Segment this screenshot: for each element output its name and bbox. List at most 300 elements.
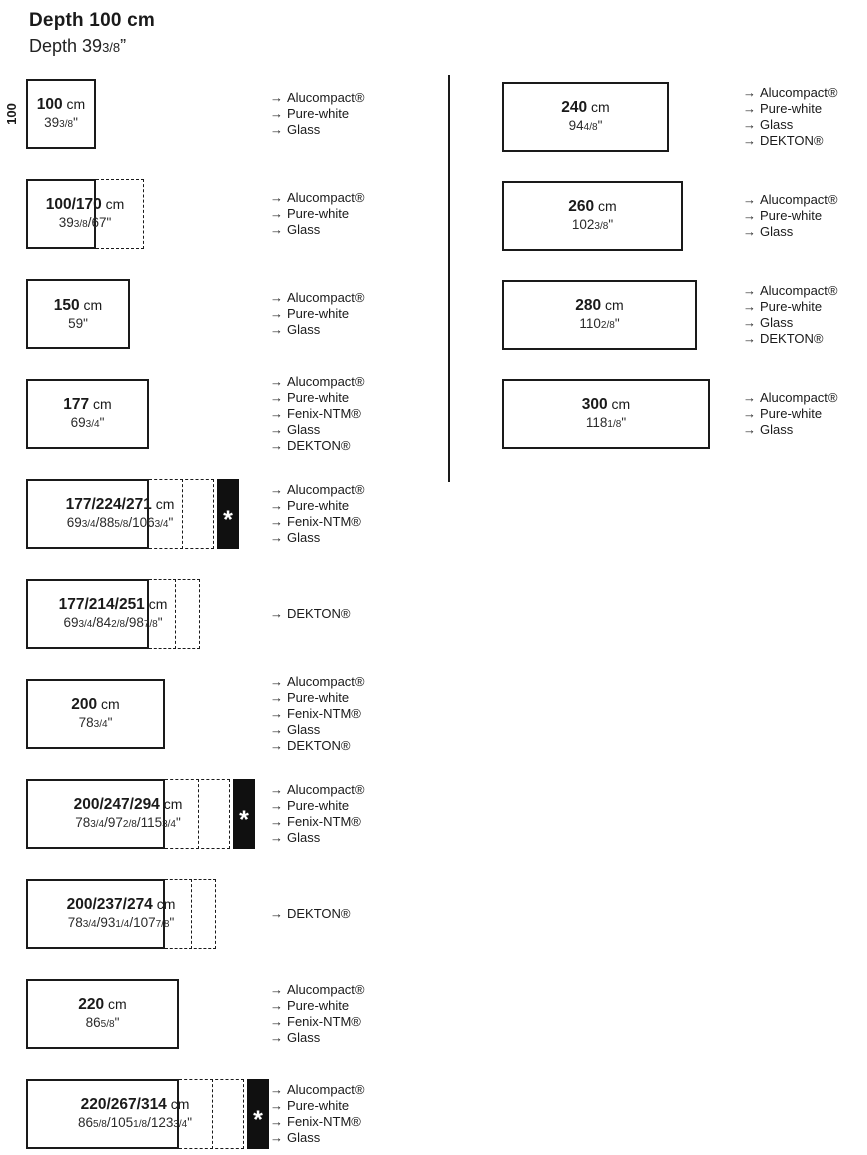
material-label: Fenix-NTM® [287, 814, 361, 829]
size-row [26, 479, 365, 549]
size-cm-value: 100 [36, 95, 63, 113]
material-label: Pure-white [760, 299, 823, 314]
material-item [270, 306, 365, 322]
size-cm-value: 177/214/251 [58, 595, 145, 613]
fraction-text: 3/4 [82, 918, 97, 930]
size-cm-label [74, 797, 183, 812]
material-label: Glass [287, 1130, 321, 1145]
dimension-text: 110 [579, 315, 601, 331]
size-cm-value: 220 [78, 995, 105, 1013]
material-label: Alucompact® [287, 374, 365, 389]
fraction-text: 3/4 [78, 618, 93, 630]
size-cm-value: 300 [581, 395, 608, 413]
material-item [270, 674, 365, 690]
material-label: Pure-white [287, 798, 350, 813]
size-box-composite [26, 379, 149, 449]
material-item [270, 1082, 365, 1098]
fraction-text: 1/8 [607, 418, 622, 430]
material-item [743, 101, 838, 117]
size-cm-label [568, 199, 616, 214]
material-label: Fenix-NTM® [287, 514, 361, 529]
arrow-icon: → [743, 390, 756, 405]
size-row [26, 879, 365, 949]
size-row [26, 1079, 365, 1149]
material-label: Glass [287, 222, 321, 237]
size-cm-unit: cm [144, 595, 168, 612]
size-inch-label [86, 1016, 120, 1032]
material-item [270, 814, 365, 830]
material-label: Glass [287, 322, 321, 337]
arrow-icon: → [270, 514, 283, 529]
dimension-text: " [187, 1114, 193, 1130]
dimension-text: " [621, 414, 627, 430]
size-cm-unit: cm [151, 495, 175, 512]
material-label: Alucompact® [287, 90, 365, 105]
material-item [270, 106, 365, 122]
size-inch-label [68, 317, 88, 331]
size-row [502, 379, 838, 449]
dimension-text: " [608, 216, 614, 232]
size-label-group [26, 979, 179, 1049]
dimension-text: /123 [147, 1114, 174, 1130]
materials-list [270, 606, 351, 622]
material-item [270, 290, 365, 306]
materials-list [270, 290, 365, 338]
size-label-group [26, 179, 144, 249]
asterisk-marker [233, 779, 255, 849]
fraction-text: 3/4 [85, 418, 100, 430]
size-cm-unit: cm [97, 695, 120, 712]
fraction-text: 3/8 [102, 40, 121, 55]
size-inch-label [44, 116, 78, 132]
size-cm-label [582, 397, 630, 412]
materials-list [270, 482, 365, 546]
size-inch-label [68, 916, 175, 932]
material-item [743, 224, 838, 240]
size-inch-label [579, 317, 619, 333]
arrow-icon: → [270, 374, 283, 389]
material-label: Pure-white [760, 208, 823, 223]
size-cm-unit: cm [587, 98, 610, 115]
size-label-group [502, 82, 669, 152]
material-label: Alucompact® [287, 674, 365, 689]
dimension-text: /84 [92, 614, 112, 630]
material-item [270, 906, 351, 922]
material-item [270, 1098, 365, 1114]
material-item [270, 1114, 365, 1130]
size-box-area [26, 779, 270, 849]
material-label: Fenix-NTM® [287, 406, 361, 421]
size-cm-unit: cm [101, 195, 125, 212]
size-row [26, 579, 365, 649]
material-label: Alucompact® [287, 782, 365, 797]
size-box-area [26, 979, 270, 1049]
fraction-text: 3/4 [173, 1118, 188, 1130]
size-row [502, 280, 838, 350]
material-item [270, 206, 365, 222]
material-label: Alucompact® [287, 290, 365, 305]
arrow-icon: → [270, 674, 283, 689]
arrow-icon: → [270, 306, 283, 321]
size-row [26, 979, 365, 1049]
size-label-group [26, 479, 214, 549]
size-box-composite [502, 280, 697, 350]
dimension-text: /93 [96, 914, 116, 930]
size-inch-label [71, 416, 105, 432]
size-cm-label [575, 298, 623, 313]
size-box-composite [26, 279, 130, 349]
material-label: Glass [760, 224, 794, 239]
size-cm-value: 100/170 [45, 195, 102, 213]
materials-list [743, 192, 838, 240]
arrow-icon: → [270, 798, 283, 813]
material-label: DEKTON® [760, 331, 824, 346]
dimension-text: 39 [58, 214, 74, 230]
dimension-text: " [99, 414, 105, 430]
dimension-text: /105 [106, 1114, 134, 1130]
size-cm-label [59, 597, 168, 612]
arrow-icon: → [270, 814, 283, 829]
size-box-composite [26, 879, 216, 949]
size-box-area [26, 1079, 270, 1149]
size-box-area [502, 82, 743, 152]
materials-list [743, 390, 838, 438]
arrow-icon: → [743, 283, 756, 298]
material-label: Alucompact® [287, 482, 365, 497]
size-row [26, 179, 365, 249]
material-item [270, 438, 365, 454]
fraction-text: 5/8 [100, 1018, 115, 1030]
material-label: Fenix-NTM® [287, 1114, 361, 1129]
fraction-text: 3/4 [90, 818, 105, 830]
size-box-composite [26, 679, 165, 749]
material-item [743, 390, 838, 406]
material-label: Glass [287, 122, 321, 137]
size-box-area [26, 879, 270, 949]
material-label: Alucompact® [287, 1082, 365, 1097]
size-inch-label [78, 1116, 192, 1132]
arrow-icon: → [743, 406, 756, 421]
size-label-group [502, 379, 710, 449]
size-label-group [26, 279, 130, 349]
material-label: Pure-white [287, 998, 350, 1013]
material-item [743, 133, 838, 149]
asterisk-marker [247, 1079, 269, 1149]
material-label: Pure-white [287, 390, 350, 405]
arrow-icon: → [743, 315, 756, 330]
arrow-icon: → [270, 438, 283, 453]
dimension-text: /115 [136, 814, 163, 830]
fraction-text: 2/8 [122, 818, 137, 830]
arrow-icon: → [743, 331, 756, 346]
materials-list [270, 90, 365, 138]
material-item [743, 331, 838, 347]
dimension-text: 69 [70, 414, 86, 430]
size-cm-value: 177/224/271 [65, 495, 152, 513]
arrow-icon: → [743, 117, 756, 132]
size-label-group [26, 679, 165, 749]
size-row [26, 79, 365, 149]
size-row [502, 82, 838, 152]
material-label: Alucompact® [287, 982, 365, 997]
arrow-icon: → [270, 1030, 283, 1045]
asterisk-icon: * [239, 805, 249, 834]
fraction-text: 2/8 [600, 319, 615, 331]
size-cm-label [78, 997, 126, 1012]
size-box-area [502, 280, 743, 350]
size-label-group [502, 280, 697, 350]
material-item [270, 998, 365, 1014]
size-box-composite [502, 181, 683, 251]
size-box-area [502, 379, 743, 449]
material-label: Pure-white [287, 306, 350, 321]
material-item [270, 374, 365, 390]
materials-list [270, 374, 365, 454]
arrow-icon: → [270, 690, 283, 705]
arrow-icon: → [270, 1130, 283, 1145]
fraction-text: 1/4 [115, 918, 130, 930]
material-item [270, 982, 365, 998]
arrow-icon: → [743, 85, 756, 100]
fraction-text: 5/8 [114, 518, 129, 530]
size-cm-value: 280 [575, 296, 602, 314]
dimension-text: 78 [78, 714, 94, 730]
arrow-icon: → [270, 606, 283, 621]
size-cm-unit: cm [89, 395, 112, 412]
material-item [743, 117, 838, 133]
material-item [270, 90, 365, 106]
material-label: Glass [287, 722, 321, 737]
page-title-cm: Depth 100 cm [29, 10, 155, 31]
dimension-text: 78 [67, 914, 83, 930]
material-item [270, 422, 365, 438]
arrow-icon: → [270, 406, 283, 421]
size-box-area [26, 679, 270, 749]
page-title [29, 10, 155, 57]
size-label-group [26, 1079, 244, 1149]
size-cm-label [67, 897, 176, 912]
materials-list [270, 674, 365, 754]
material-label: Glass [287, 830, 321, 845]
size-box-composite [26, 579, 200, 649]
material-label: Glass [287, 422, 321, 437]
arrow-icon: → [743, 422, 756, 437]
size-label-group [502, 181, 683, 251]
material-label: Pure-white [760, 101, 823, 116]
material-label: DEKTON® [287, 438, 351, 453]
fraction-text: 3/8 [73, 218, 88, 230]
size-cm-label [66, 497, 175, 512]
size-cm-unit: cm [166, 1095, 190, 1112]
size-cm-label [54, 298, 102, 313]
material-item [270, 782, 365, 798]
fraction-text: 1/8 [133, 1118, 148, 1130]
material-label: DEKTON® [287, 606, 351, 621]
size-cm-unit: cm [62, 95, 86, 112]
material-label: Glass [287, 1030, 321, 1045]
material-item [270, 690, 365, 706]
material-item [270, 514, 365, 530]
material-label: Glass [760, 422, 794, 437]
dimension-text: 69 [63, 614, 79, 630]
arrow-icon: → [270, 106, 283, 121]
dimension-text: " [114, 1014, 120, 1030]
material-item [270, 190, 365, 206]
dimension-text: " [73, 114, 78, 130]
dimension-text: /98 [125, 614, 144, 630]
size-row [26, 779, 365, 849]
dimension-text: 78 [75, 814, 91, 830]
arrow-icon: → [270, 530, 283, 545]
material-item [743, 85, 838, 101]
arrow-icon: → [270, 290, 283, 305]
materials-list [270, 982, 365, 1046]
size-label-group [26, 879, 216, 949]
size-label-group [26, 779, 230, 849]
dimension-text: " [107, 714, 113, 730]
dimension-text: 69 [66, 514, 82, 530]
material-item [270, 1030, 365, 1046]
material-label: Pure-white [287, 498, 350, 513]
fraction-text: 2/8 [111, 618, 126, 630]
size-box-area [26, 179, 270, 249]
dimension-text: Depth 39 [29, 36, 103, 56]
material-label: Alucompact® [760, 283, 838, 298]
material-item [743, 406, 838, 422]
material-label: Fenix-NTM® [287, 706, 361, 721]
material-item [270, 1014, 365, 1030]
arrow-icon: → [270, 706, 283, 721]
material-item [743, 315, 838, 331]
size-box-area [26, 479, 270, 549]
fraction-text: 3/4 [154, 518, 169, 530]
arrow-icon: → [270, 1082, 283, 1097]
fraction-text: 3/4 [162, 818, 176, 830]
asterisk-marker [217, 479, 239, 549]
arrow-icon: → [270, 90, 283, 105]
arrow-icon: → [270, 722, 283, 737]
materials-list [743, 85, 838, 149]
size-inch-label [67, 516, 174, 532]
arrow-icon: → [270, 422, 283, 437]
fraction-text: 4/8 [583, 121, 598, 133]
material-item [270, 830, 365, 846]
material-item [270, 122, 365, 138]
material-label: Glass [760, 117, 794, 132]
size-box-area [26, 279, 270, 349]
size-cm-value: 177 [63, 395, 90, 413]
size-cm-value: 220/267/314 [80, 1095, 167, 1113]
material-label: Alucompact® [287, 190, 365, 205]
arrow-icon: → [743, 101, 756, 116]
arrow-icon: → [270, 206, 283, 221]
material-label: Glass [287, 530, 321, 545]
fraction-text: 3/4 [81, 518, 96, 530]
dimension-text: 39 [44, 114, 60, 130]
material-label: DEKTON® [287, 738, 351, 753]
arrow-icon: → [743, 133, 756, 148]
dimension-text: 118 [585, 414, 608, 430]
arrow-icon: → [270, 906, 283, 921]
size-label-group [26, 379, 149, 449]
arrow-icon: → [270, 1098, 283, 1113]
dimension-text: ” [120, 36, 127, 56]
size-inch-label [59, 216, 112, 232]
asterisk-icon: * [253, 1105, 263, 1134]
size-cm-unit: cm [601, 296, 624, 313]
size-inch-label [586, 416, 626, 432]
fraction-text: 3/8 [59, 118, 74, 130]
fraction-text: 3/8 [594, 220, 609, 232]
size-row [26, 279, 365, 349]
fraction-text: 7/8 [155, 918, 170, 930]
dimension-text: /67" [87, 214, 112, 230]
left-column [26, 79, 365, 1155]
size-label-group [26, 579, 200, 649]
size-box-composite [26, 479, 233, 549]
size-box-area [502, 181, 743, 251]
arrow-icon: → [743, 192, 756, 207]
dimension-text: /106 [128, 514, 155, 530]
material-item [270, 322, 365, 338]
dimension-text: 59" [68, 315, 88, 331]
size-cm-value: 150 [53, 296, 80, 314]
material-label: Glass [760, 315, 794, 330]
arrow-icon: → [743, 224, 756, 239]
arrow-icon: → [270, 498, 283, 513]
asterisk-icon: * [223, 505, 233, 534]
material-item [270, 606, 351, 622]
fraction-text: 7/8 [143, 618, 158, 630]
fraction-text: 5/8 [92, 1118, 107, 1130]
arrow-icon: → [270, 122, 283, 137]
material-label: DEKTON® [287, 906, 351, 921]
material-item [743, 299, 838, 315]
arrow-icon: → [270, 1114, 283, 1129]
arrow-icon: → [270, 1014, 283, 1029]
material-item [270, 222, 365, 238]
arrow-icon: → [270, 782, 283, 797]
fraction-text: 3/4 [93, 718, 108, 730]
size-inch-label [572, 218, 613, 234]
depth-axis-label: 100 [4, 103, 19, 125]
size-label-group [26, 79, 96, 149]
materials-list [270, 1082, 365, 1146]
dimension-text: " [169, 914, 175, 930]
arrow-icon: → [270, 830, 283, 845]
size-cm-label [46, 197, 125, 212]
arrow-icon: → [743, 299, 756, 314]
arrow-icon: → [270, 482, 283, 497]
material-item [270, 530, 365, 546]
dimension-text: " [176, 814, 181, 830]
material-label: Pure-white [287, 106, 350, 121]
size-box-area [26, 79, 270, 149]
materials-list [270, 782, 365, 846]
size-cm-unit: cm [607, 395, 631, 412]
size-cm-unit: cm [152, 895, 176, 912]
size-cm-unit: cm [159, 795, 183, 812]
material-item [270, 498, 365, 514]
dimension-text: /107 [129, 914, 156, 930]
material-item [743, 192, 838, 208]
dimension-text: " [168, 514, 174, 530]
size-cm-unit: cm [594, 197, 617, 214]
material-item [270, 406, 365, 422]
material-item [270, 482, 365, 498]
arrow-icon: → [270, 998, 283, 1013]
materials-list [270, 906, 351, 922]
